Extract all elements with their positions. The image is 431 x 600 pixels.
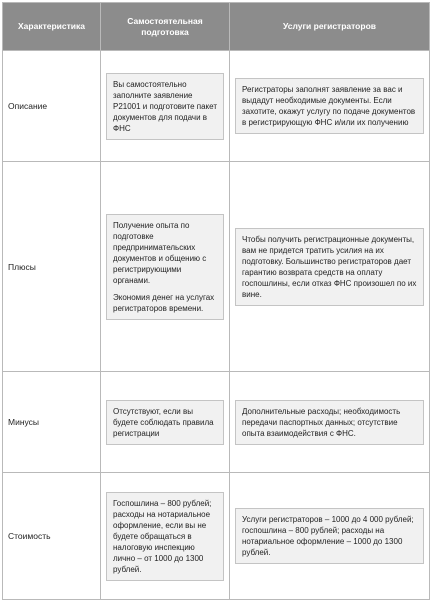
header-characteristic: Характеристика — [3, 3, 101, 51]
row-label-cost: Стоимость — [3, 473, 101, 600]
self-description: Вы самостоятельно заполните заявление Р21001 и подготовите пакет документов для подачи в ФНС — [106, 73, 224, 140]
header-row — [3, 3, 430, 51]
header-registrar-services: Услуги регистраторов — [230, 3, 430, 51]
comparison-table — [2, 2, 430, 600]
registrars-cost: Услуги регистраторов – 1000 до 4 000 рублей; госпошлина – 800 рублей; расходы на нотариальное оформление – 1000 до 1300 рублей. — [235, 508, 424, 564]
row-label-pros: Плюсы — [3, 162, 101, 372]
self-cost: Госпошлина – 800 рублей; расходы на нотариальное оформление, если вы не будете обращаться в налоговую инспекцию лично – от 1000 до 1300 рублей. — [106, 492, 224, 581]
row-pros — [3, 162, 430, 372]
row-cons — [3, 372, 430, 473]
self-pros: Получение опыта по подготовке предпринимательских документов и общению с регистрирующими органами. Экономия денег на услугах регистраторов времени. — [106, 214, 224, 320]
registrars-description: Регистраторы заполнят заявление за вас и выдадут необходимые документы. Если захотите, окажут услугу по подаче документов в регистрирующую ФНС и/или их получению — [235, 78, 424, 134]
row-cost — [3, 473, 430, 600]
row-description — [3, 51, 430, 162]
header-self-preparation: Самостоятельная подготовка — [101, 3, 230, 51]
row-label-cons: Минусы — [3, 372, 101, 473]
registrars-cons: Дополнительные расходы; необходимость передачи паспортных данных; отсутствие опыта взаимодействия с ФНС. — [235, 400, 424, 445]
self-cons: Отсутствуют, если вы будете соблюдать правила регистрации — [106, 400, 224, 445]
row-label-description: Описание — [3, 51, 101, 162]
registrars-pros: Чтобы получить регистрационные документы, вам не придется тратить усилия на их подготовку. Большинство регистраторов дает гарантию возврата средств на оплату госпошлины, если отказ ФНС произошел по их вине. — [235, 228, 424, 306]
